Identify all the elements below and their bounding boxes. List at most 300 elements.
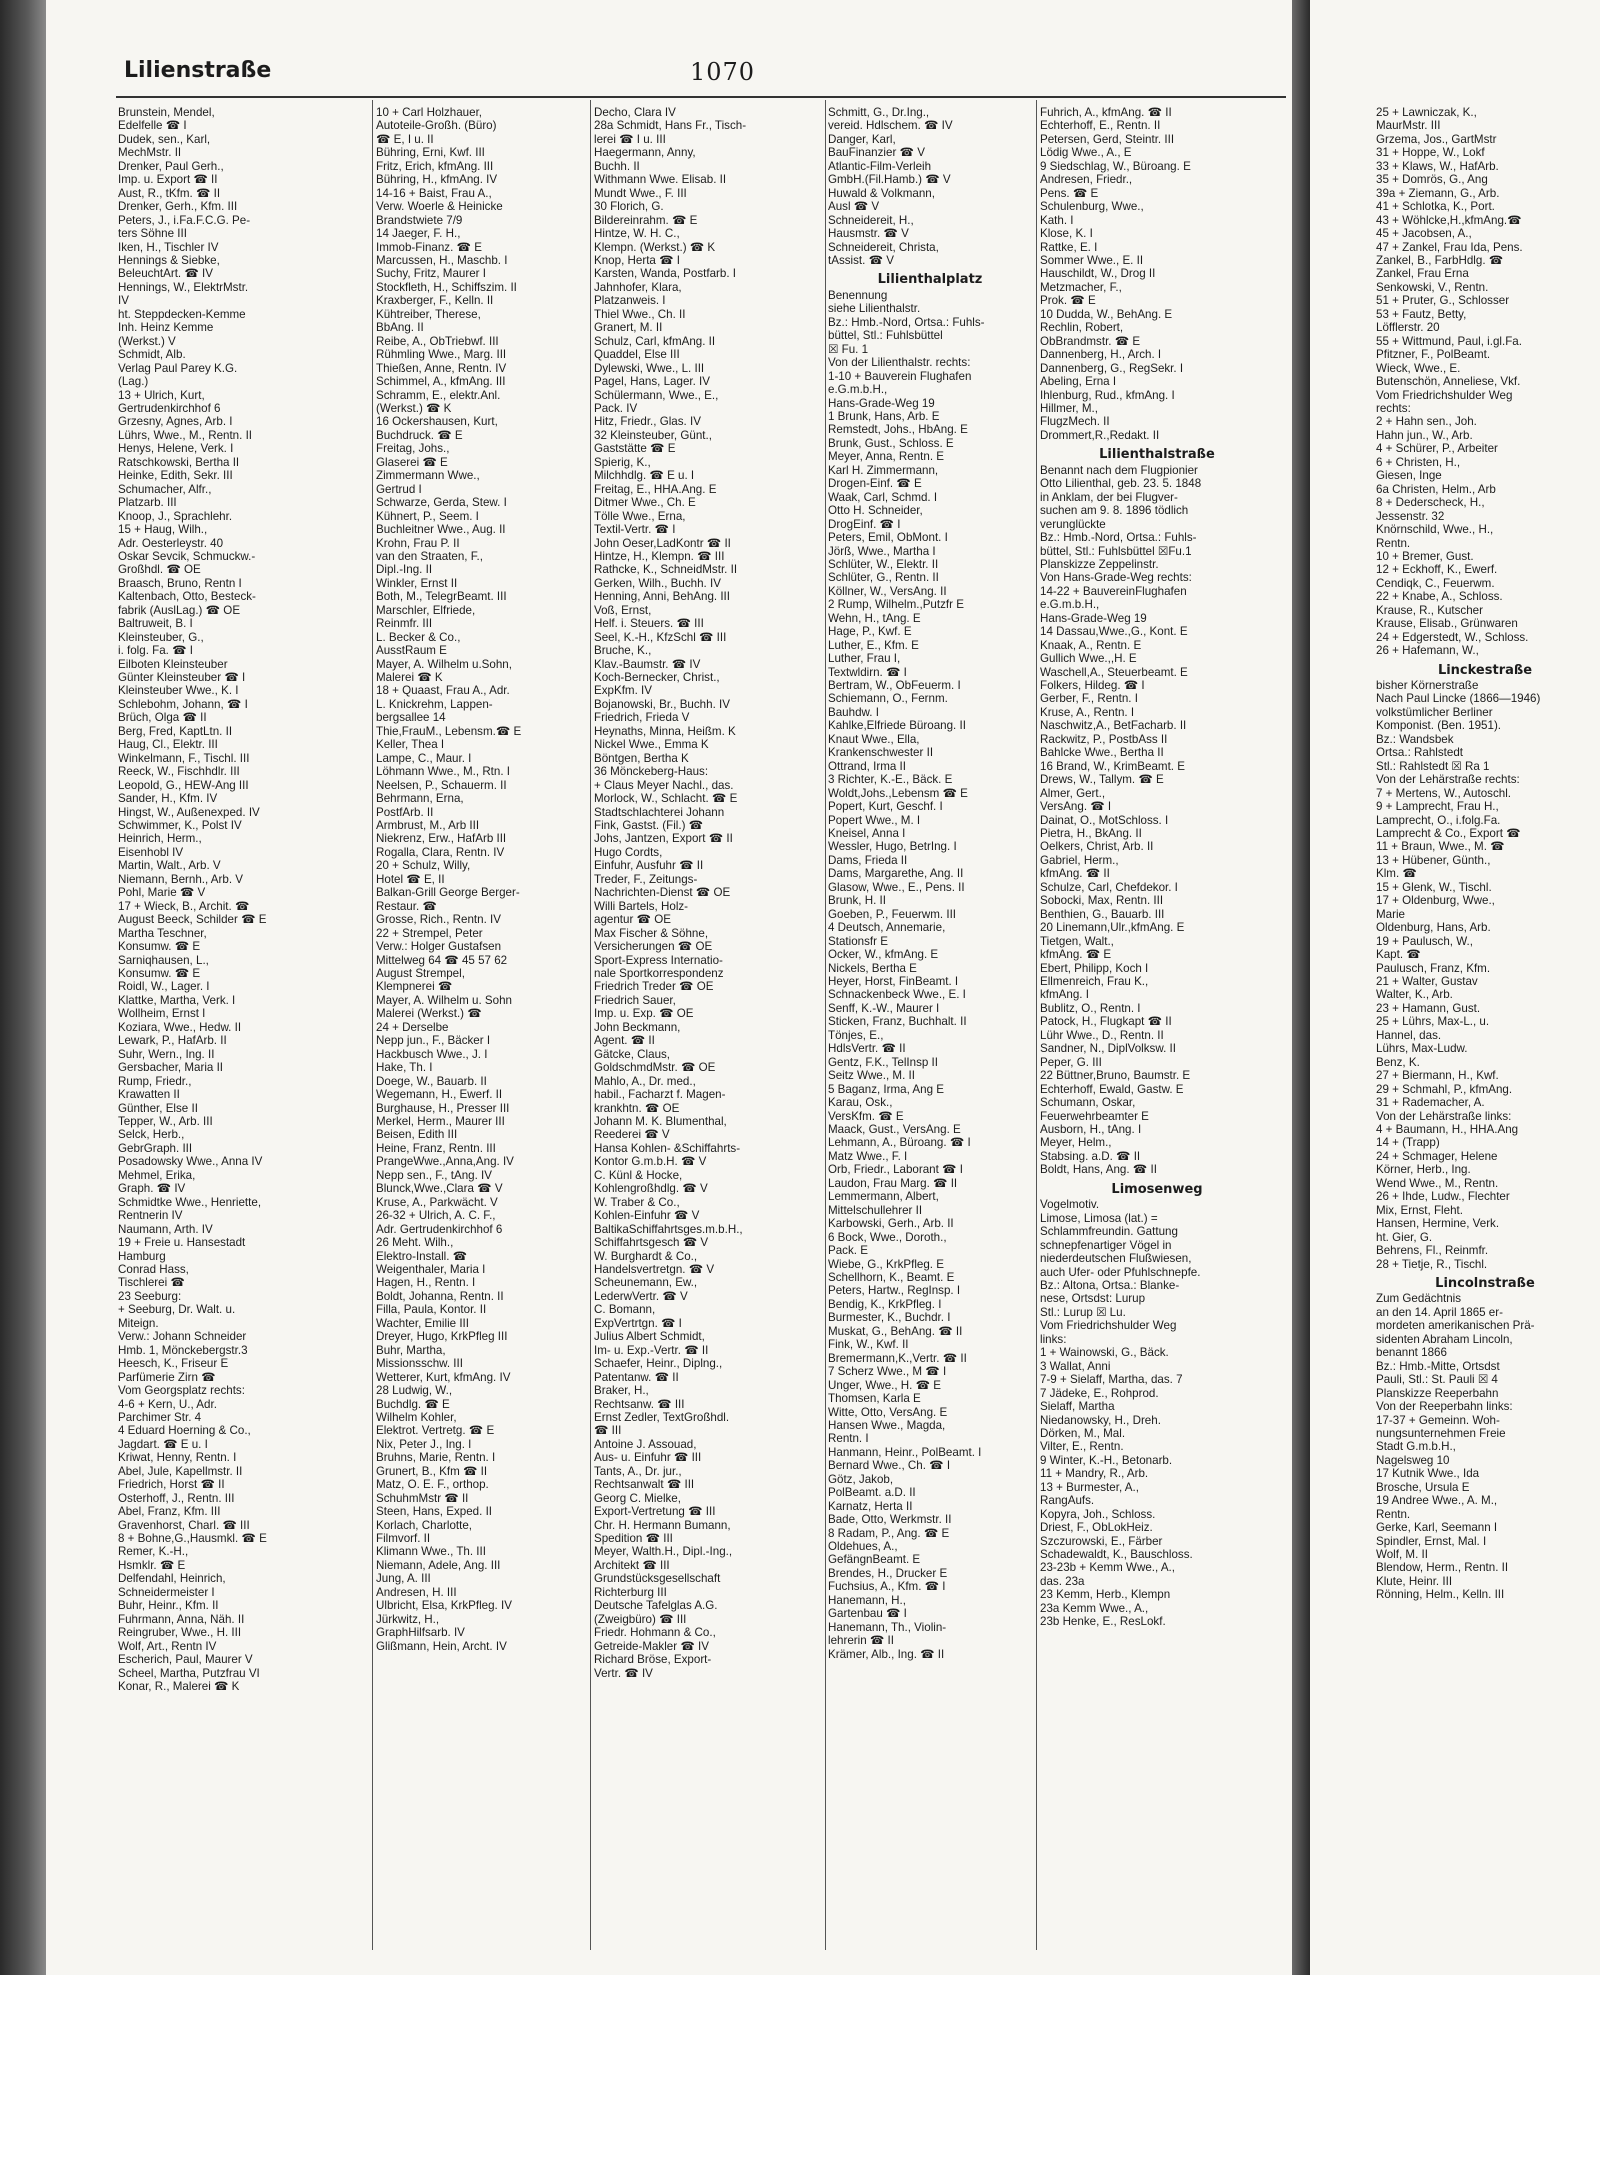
directory-entry-line: Spedition ☎ III [594,1532,673,1546]
directory-entry-line: 9 Winter, K.-H., Betonarb. [1040,1453,1173,1467]
directory-entry-line: Jürkwitz, H., [376,1612,440,1626]
directory-entry-line: Marcussen, H., Maschb. I [376,253,508,267]
column-rule [372,100,373,1950]
directory-entry-line: August Strempel, [376,967,465,980]
directory-entry-line: Zum Gedächtnis [1376,1292,1462,1306]
directory-entry-line: Bendig, K., KrkPfleg. I [828,1297,942,1311]
directory-entry-line: Scheunemann, Ew., [594,1276,698,1290]
directory-entry-line: Friedrich Sauer, [594,993,676,1007]
scan-gutter [1292,0,1310,1975]
directory-entry-line: Bühring, Erni, Kwf. III [376,146,485,160]
directory-entry-line: Tants, A., Dr. jur., [594,1464,682,1478]
directory-entry-line: Haegermann, Anny, [594,146,696,160]
directory-entry-line: Gerke, Karl, Seemann I [1376,1521,1498,1535]
directory-entry-line: ☎ E, I u. II [376,132,434,146]
directory-entry-line: Schramm, E., elektr.Anl. [376,388,501,402]
directory-entry-line: Konsumw. ☎ E [118,967,201,980]
directory-entry-line: Niemann, Bernh., Arb. V [118,872,244,886]
directory-entry-line: Luther, E., Kfm. E [828,638,919,652]
directory-entry-line: Imp. u. Exp. ☎ OE [594,1007,694,1021]
directory-entry-line: Vilter, E., Rentn. [1040,1440,1124,1454]
directory-entry-line: Sielaff, Martha [1040,1400,1115,1414]
directory-entry-line: Freitag, Johs., [376,442,450,456]
directory-entry-line: 25 + Lawniczak, K., [1376,106,1477,119]
directory-column-2 [376,106,588,1956]
directory-entry-line: 18 + Quaast, Frau A., Adr. [376,684,510,698]
directory-entry-line: Schimmel, A., kfmAng. III [376,375,506,389]
directory-entry-line: Mittelschullehrer II [828,1203,923,1217]
directory-entry-line: Lühr Wwe., D., Rentn. II [1040,1028,1164,1042]
directory-entry-line: Karnatz, Herta II [828,1499,913,1513]
directory-entry-line: Knoop, J., Sprachlehr. [118,509,233,523]
directory-entry-line: Götz, Jakob, [828,1472,894,1486]
directory-entry-line: 4 + Baumann, H., HHA.Ang [1376,1122,1519,1136]
directory-entry-line: RangAufs. [1040,1494,1095,1508]
directory-entry-line: Bz.: Hmb.-Nord, Ortsa.: Fuhls- [828,315,985,329]
directory-entry-line: Delfendahl, Heinrich, [118,1572,226,1586]
directory-entry-line: Textwldirn. ☎ I [828,665,907,679]
directory-entry-line: 9 + Lamprecht, Frau H., [1376,800,1499,814]
directory-entry-line: Friedrich Treder ☎ OE [594,980,714,994]
directory-entry-line: Wilhelm Kohler, [376,1410,457,1424]
directory-entry-line: Stabsing. a.D. ☎ II [1040,1149,1141,1163]
directory-entry-line: Neelsen, P., Schauerm. II [376,778,507,792]
directory-entry-line: Hennings, W., ElektrMstr. [118,280,249,294]
directory-entry-line: 13 + Ulrich, Kurt, [118,388,205,402]
directory-entry-line: Getreide-Makler ☎ IV [594,1639,709,1653]
directory-entry-line: Platzanweis. I [594,294,666,308]
directory-entry-line: Baltruweit, B. I [118,617,193,631]
directory-entry-line: L. Becker & Co., [376,630,461,644]
directory-entry-line: Hage, P., Kwf. E [828,625,912,639]
directory-entry-line: Nagelsweg 10 [1376,1453,1450,1467]
directory-entry-line: Matz Wwe., F. I [828,1149,908,1163]
directory-entry-line: Brendes, H., Drucker E [828,1566,948,1580]
directory-entry-line: Gabriel, Herm., [1040,853,1119,867]
directory-entry-line: Koziara, Wwe., Hedw. II [118,1020,242,1034]
directory-entry-line: Krämer, Alb., Ing. ☎ II [828,1647,945,1661]
directory-entry-line: Rentnerin IV [118,1209,183,1223]
directory-entry-line: Kleinsteuber Wwe., K. I [118,684,239,698]
directory-entry-line: 7-9 + Sielaff, Martha, das. 7 [1040,1373,1183,1387]
directory-entry-line: Naumann, Arth. IV [118,1222,213,1236]
directory-entry-line: Niekrenz, Erw., HafArb III [376,832,507,846]
directory-entry-line: Klimann Wwe., Th. III [376,1545,486,1559]
directory-entry-line: Buchdlg. ☎ E [376,1397,450,1411]
directory-entry-line: 10 Dudda, W., BehAng. E [1040,307,1173,321]
directory-entry-line: SchuhmMstr ☎ II [376,1491,469,1505]
directory-entry-line: Meyer, Helm., [1040,1136,1112,1150]
directory-entry-line: 26 Meht. Wilh., [376,1236,454,1250]
directory-entry-line: 43 + Wöhlcke,H.,kfmAng.☎ [1376,213,1522,227]
directory-entry-line: Spindler, Ernst, Mal. I [1376,1534,1487,1548]
directory-entry-line: Kraxberger, F., Kelln. II [376,294,494,308]
directory-entry-line: Wolf, M. II [1376,1548,1428,1562]
directory-entry-line: Krankenschwester II [828,746,934,760]
directory-entry-line: 19 + Paulusch, W., [1376,934,1473,948]
directory-entry-line: Imp. u. Export ☎ II [118,173,218,187]
directory-entry-line: Quaddel, Else III [594,348,680,362]
directory-entry-line: Hagen, H., Rentn. I [376,1276,476,1290]
directory-entry-line: 31 + Hoppe, W., Lokf [1376,146,1485,160]
directory-entry-line: Adr. Gertrudenkirchhof 6 [376,1222,503,1236]
directory-entry-line: Textil-Vertr. ☎ I [594,523,676,537]
directory-entry-line: Limose, Limosa (lat.) = [1040,1211,1158,1225]
directory-entry-line: Bz.: Hmb.-Mitte, Ortsdst [1376,1359,1500,1373]
directory-entry-line: Hsmklr. ☎ E [118,1558,186,1572]
directory-entry-line: FlugzMech. II [1040,415,1110,429]
directory-entry-line: Verw.: Johann Schneider [118,1330,247,1344]
directory-entry-line: Vogelmotiv. [1040,1198,1100,1212]
directory-entry-line: Dudek, sen., Karl, [118,132,211,146]
directory-entry-line: verunglückte [1040,517,1106,531]
directory-entry-line: Vom Friedrichshulder Weg [1376,388,1513,402]
directory-entry-line: 23 Seeburg: [118,1289,182,1303]
directory-entry-line: Karau, Osk., [828,1096,893,1110]
directory-entry-line: Oskar Sevcik, Schmuckw.- [118,549,256,563]
directory-entry-line: Paulusch, Franz, Kfm. [1376,961,1491,975]
directory-entry-line: Remstedt, Johs., HbAng. E [828,423,968,437]
directory-entry-line: Cendiqk, C., Feuerwm. [1376,576,1495,590]
directory-entry-line: das. 23a [1040,1574,1085,1588]
directory-entry-line: 26 + Hafemann, W., [1376,644,1479,658]
directory-entry-line: Grzesny, Agnes, Arb. I [118,415,233,429]
directory-entry-line: rechts: [1376,401,1411,415]
directory-entry-line: 8 + Dederscheck, H., [1376,496,1485,510]
directory-entry-line: Bahlcke Wwe., Bertha II [1040,746,1164,760]
directory-entry-line: Jessenstr. 32 [1376,509,1445,523]
directory-entry-line: ☎ III [594,1424,622,1438]
directory-entry-line: Schmitt, G., Dr.Ing., [828,106,930,119]
directory-entry-line: suchen am 9. 8. 1896 tödlich [1040,504,1189,518]
directory-entry-line: büttel, Stl.: Fuhlsbüttel ☒Fu.1 [1040,544,1192,558]
directory-entry-line: 30 Florich, G. [594,200,664,214]
directory-entry-line: i. folg. Fa. ☎ I [118,644,194,658]
directory-entry-line: 7 Jädeke, E., Rohprod. [1040,1386,1159,1400]
directory-entry-line: Parchimer Str. 4 [118,1410,202,1424]
directory-entry-line: 5 Baganz, Irma, Ang E [828,1082,945,1096]
directory-entry-line: Johann M. K. Blumenthal, [594,1114,727,1128]
directory-entry-line: Grunert, B., Kfm ☎ II [376,1464,488,1478]
directory-entry-line: Verw. Woerle & Heinicke [376,200,503,214]
directory-entry-line: August Beeck, Schilder ☎ E [118,913,267,927]
directory-entry-line: links: [1040,1332,1067,1346]
directory-entry-line: Benthien, G., Bauarb. III [1040,907,1165,921]
directory-entry-line: Schumacher, Alfr., [118,482,212,496]
directory-entry-line: 25 + Lührs, Max-L., u. [1376,1015,1490,1029]
directory-entry-line: e.G.m.b.H., [828,383,888,397]
directory-entry-line: Rattke, E. I [1040,240,1098,254]
directory-entry-line: Wachter, Emilie III [376,1316,469,1330]
directory-entry-line: Kneisel, Anna I [828,827,906,841]
directory-entry-line: Kapt. ☎ [1376,948,1421,962]
directory-entry-line: Luther, Frau I, [828,652,901,666]
directory-column-6 [1376,106,1594,1956]
directory-entry-line: Reingruber, Wwe., H. III [118,1626,242,1640]
directory-entry-line: Atlantic-Film-Verleih [828,159,932,173]
directory-entry-line: Stl.: Lurup ☒ Lu. [1040,1305,1126,1319]
header-rule [116,96,1286,98]
directory-entry-line: Kohlen-Einfuhr ☎ V [594,1209,700,1223]
directory-entry-line: Elektro-Install. ☎ [376,1249,468,1263]
directory-entry-line: Großhdl. ☎ OE [118,563,201,577]
directory-entry-line: Hahn jun., W., Arb. [1376,428,1473,442]
directory-entry-line: 23-23b + Kemm Wwe., A., [1040,1561,1175,1575]
directory-entry-line: Aus- u. Einfuhr ☎ III [594,1451,702,1465]
directory-entry-line: 1 + Wainowski, G., Bäck. [1040,1346,1169,1360]
directory-entry-line: Benannt nach dem Flugpionier [1040,463,1198,477]
directory-entry-line: Huwald & Volkmann, [828,186,935,200]
column-rule [825,100,826,1950]
directory-entry-line: Schiffahrtsgesch ☎ V [594,1236,709,1250]
directory-entry-line: Patock, H., Flugkapt ☎ II [1040,1015,1172,1029]
directory-entry-line: Schmidt, Alb. [118,348,186,362]
directory-entry-line: krankhtn. ☎ OE [594,1101,680,1115]
directory-entry-line: Woldt,Johs.,Lebensm ☎ E [828,786,968,800]
scan-edge-left [0,0,46,1975]
directory-entry-line: Klav.-Baumstr. ☎ IV [594,657,701,671]
directory-entry-line: Drogen-Einf. ☎ E [828,477,922,491]
directory-entry-line: Buchleitner Wwe., Aug. II [376,523,506,537]
directory-entry-line: Miteign. [118,1316,159,1330]
directory-entry-line: Patentanw. ☎ II [594,1370,679,1384]
directory-entry-line: lerei ☎ I u. III [594,132,666,146]
directory-entry-line: Tischlerei ☎ [118,1276,185,1290]
directory-entry-line: MaurMstr. III [1376,119,1441,133]
directory-entry-line: PolBeamt. a.D. II [828,1486,916,1500]
directory-entry-line: 19 + Freie u. Hansestadt [118,1236,246,1250]
directory-entry-line: Bz.: Wandsbek [1376,732,1454,746]
directory-entry-line: HdlsVertr. ☎ II [828,1042,906,1056]
directory-entry-line: Grundstücksgesellschaft [594,1572,721,1586]
directory-entry-line: 10 + Bremer, Gust. [1376,549,1474,563]
directory-entry-line: Sarniqhausen, L., [118,953,209,967]
directory-entry-line: Fritz, Erich, kfmAng. III [376,159,494,173]
directory-entry-line: 14-16 + Baist, Frau A., [376,186,492,200]
directory-entry-line: Korlach, Charlotte, [376,1518,473,1532]
directory-entry-line: Fink, Gastst. (Fil.) ☎ [594,819,704,833]
directory-entry-line: tAssist. ☎ V [828,253,894,267]
directory-entry-line: ht. Steppdecken-Kemme [118,307,246,321]
directory-entry-line: Winkler, Ernst II [376,576,458,590]
directory-entry-line: Giesen, Inge [1376,469,1442,483]
directory-entry-line: Hugo Cordts, [594,845,663,859]
directory-entry-line: Konsumw. ☎ E [118,940,201,954]
directory-entry-line: Schlüter, W., Elektr. II [828,557,939,571]
directory-entry-line: Lamprecht & Co., Export ☎ [1376,827,1521,841]
directory-entry-line: Rentn. [1376,1507,1411,1521]
directory-entry-line: Dylewski, Wwe., L. III [594,361,705,375]
directory-entry-line: Johs, Jantzen, Export ☎ II [594,832,733,846]
directory-entry-line: lehrerin ☎ II [828,1634,894,1648]
directory-entry-line: Behrens, Fl., Reinmfr. [1376,1244,1489,1258]
directory-entry-line: 33 + Klaws, W., HafArb. [1376,159,1499,173]
directory-entry-line: Popert, Kurt, Geschf. I [828,800,943,814]
directory-entry-line: Verw.: Holger Gustafsen [376,940,502,954]
directory-entry-line: Kohlengroßhdlg. ☎ V [594,1182,708,1196]
directory-entry-line: Petersen, Gerd, Steintr. III [1040,132,1175,146]
directory-entry-line: Chr. H. Hermann Bumann, [594,1518,731,1532]
directory-entry-line: 23 Kemm, Herb., Klempn [1040,1588,1171,1602]
directory-entry-line: Gentz, F.K., TelInsp II [828,1055,938,1069]
directory-entry-line: GebrGraph. III [118,1141,193,1155]
directory-entry-line: Mix, Ernst, Fleht. [1376,1203,1463,1217]
directory-entry-line: Maack, Gust., VersAng. E [828,1122,961,1136]
directory-entry-line: Pack. E [828,1244,868,1258]
directory-entry-line: DrogEinf. ☎ I [828,517,901,531]
directory-entry-line: 14 + (Trapp) [1376,1136,1440,1150]
directory-entry-line: Hanemann, Th., Violin- [828,1620,947,1634]
directory-entry-line: Richard Bröse, Export- [594,1653,712,1667]
directory-entry-line: 29 + Schmahl, P., kfmAng. [1376,1082,1513,1096]
directory-entry-line: Stadtschlachterei Johann [594,805,725,819]
directory-entry-line: Lührs, Wwe., M., Rentn. II [118,428,253,442]
directory-entry-line: Walter, K., Arb. [1376,988,1453,1002]
directory-entry-line: Heynaths, Minna, Heißm. K [594,724,736,738]
directory-entry-line: Brunstein, Mendel, [118,106,215,119]
directory-entry-line: Gerken, Wilh., Buchh. IV [594,576,721,590]
directory-entry-line: 36 Mönckeberg-Haus: [594,765,709,779]
directory-entry-line: Boldt, Hans, Ang. ☎ II [1040,1163,1157,1177]
directory-entry-line: (Lag.) [118,375,149,389]
directory-entry-line: Gravenhorst, Charl. ☎ III [118,1518,250,1532]
directory-entry-line: niederdeutschen Flußwiesen, [1040,1252,1192,1266]
page-number: 1070 [690,58,756,86]
directory-entry-line: Henys, Helene, Verk. I [118,442,234,456]
directory-entry-line: Bz.: Hmb.-Nord, Ortsa.: Fuhls- [1040,531,1197,545]
directory-entry-line: Schaefer, Heinr., Diplng., [594,1357,723,1371]
directory-entry-line: Voß, Ernst, [594,603,652,617]
directory-entry-line: Schellhorn, K., Beamt. E [828,1270,955,1284]
directory-entry-line: Rechtsanw. ☎ III [594,1397,685,1411]
directory-entry-line: Schadewaldt, K., Bauschloss. [1040,1548,1193,1562]
directory-entry-line: 20 Linemann,Ulr.,kfmAng. E [1040,921,1185,935]
directory-entry-line: Folkers, Hildeg. ☎ I [1040,679,1145,693]
directory-entry-line: Agent. ☎ II [594,1034,655,1048]
directory-entry-line: Aust, R., tKfm. ☎ II [118,186,221,200]
directory-entry-line: AusstRaum E [376,644,447,658]
directory-entry-line: Armbrust, M., Arb III [376,819,480,833]
directory-entry-line: Edelfelle ☎ I [118,119,187,133]
directory-entry-line: kfmAng. ☎ II [1040,867,1110,881]
directory-entry-line: Brandstwiete 7/9 [376,213,463,227]
directory-entry-line: Reinmfr. III [376,617,433,631]
directory-entry-line: Thie,FrauM., Lebensm.☎ E [376,724,522,738]
directory-entry-line: Gartenbau ☎ I [828,1607,907,1621]
directory-entry-line: Fuchsius, A., Kfm. ☎ I [828,1580,946,1594]
directory-entry-line: Lewark, P., HafArb. II [118,1034,227,1048]
directory-entry-line: Bauhdw. I [828,705,879,719]
directory-entry-line: 6 + Christen, H., [1376,455,1461,469]
directory-entry-line: Echterhoff, Ewald, Gastw. E [1040,1082,1184,1096]
directory-entry-line: 31 + Rademacher, A. [1376,1096,1485,1110]
directory-entry-line: Schulze, Carl, Chefdekor. I [1040,880,1178,894]
directory-entry-line: ExpVertrtgn. ☎ I [594,1316,682,1330]
directory-entry-line: Klm. ☎ [1376,867,1417,881]
street-heading: Lilienthalstraße [1099,448,1215,462]
directory-entry-line: Klute, Heinr. III [1376,1574,1453,1588]
directory-entry-line: 6a Christen, Helm., Arb [1376,482,1496,496]
directory-entry-line: 20 + Schulz, Willy, [376,859,471,873]
directory-entry-line: Krohn, Frau P. II [376,536,460,550]
directory-entry-line: Nach Paul Lincke (1866—1946) [1376,692,1541,706]
directory-entry-line: Szczurowski, E., Färber [1040,1534,1163,1548]
directory-entry-line: ters Söhne III [118,227,187,241]
directory-entry-line: Schneidereit, H., [828,213,914,227]
directory-entry-line: Wollheim, Ernst I [118,1007,206,1021]
directory-entry-line: Mahlo, A., Dr. med., [594,1074,696,1088]
directory-entry-line: Eisenhobl IV [118,845,184,859]
directory-entry-line: schnepfenartiger Vögel in [1040,1238,1172,1252]
directory-entry-line: Zankel, Frau Erna [1376,267,1469,281]
directory-entry-line: Hansen, Hermine, Verk. [1376,1217,1500,1231]
directory-entry-line: Laudon, Frau Marg. ☎ II [828,1176,958,1190]
directory-entry-line: Planskizze Reeperbahn [1376,1386,1499,1400]
directory-entry-line: Klattke, Martha, Verk. I [118,993,236,1007]
directory-entry-line: Ditmer Wwe., Ch. E [594,496,696,510]
directory-entry-line: Morlock, W., Schlacht. ☎ E [594,792,738,806]
directory-entry-line: GraphHilfsarb. IV [376,1626,465,1640]
directory-entry-line: Thiel Wwe., Ch. II [594,307,686,321]
street-heading: Lilienthalplatz [877,273,983,287]
directory-entry-line: Senff, K.-W., Maurer I [828,1001,940,1015]
directory-entry-line: Dannenberg, H., Arch. I [1040,348,1162,362]
directory-entry-line: van den Straaten, F., [376,549,483,563]
directory-entry-line: Hingst, W., Außenexped. IV [118,805,260,819]
directory-entry-line: Friedr. Hohmann & Co., [594,1626,716,1640]
directory-entry-line: Gersbacher, Maria II [118,1061,224,1075]
column-rule [1036,100,1037,1950]
directory-entry-line: 7 Scherz Wwe., M ☎ I [828,1365,947,1379]
directory-entry-line: Gaststätte ☎ E [594,442,676,456]
directory-entry-line: Gätcke, Claus, [594,1047,671,1061]
directory-entry-line: Freitag, E., HHA.Ang. E [594,482,717,496]
directory-entry-line: 10 + Carl Holzhauer, [376,106,483,119]
directory-entry-line: Peters, Hartw., RegInsp. I [828,1284,961,1298]
directory-entry-line: Heesch, K., Friseur E [118,1357,229,1371]
directory-entry-line: Rump, Friedr., [118,1074,192,1088]
directory-entry-line: Benennung [828,288,888,302]
directory-entry-line: Rühmling Wwe., Marg. III [376,348,507,362]
directory-entry-line: Von der Lehärstraße rechts: [1376,773,1520,787]
directory-entry-line: Balkan-Grill George Berger- [376,886,520,900]
directory-entry-line: Nachrichten-Dienst ☎ OE [594,886,731,900]
directory-entry-line: 32 Kleinsteuber, Günt., [594,428,712,442]
directory-entry-line: Komponist. (Ben. 1951). [1376,719,1502,733]
directory-entry-line: 55 + Wittmund, Paul, i.gl.Fa. [1376,334,1522,348]
directory-entry-line: Abel, Franz, Kfm. III [118,1505,221,1519]
directory-entry-line: Von der Reeperbahn links: [1376,1400,1513,1414]
directory-entry-line: Architekt ☎ III [594,1558,670,1572]
directory-entry-line: Lampe, C., Maur. I [376,751,472,765]
directory-entry-line: Missionsschw. III [376,1357,463,1371]
directory-entry-line: IV [118,294,129,308]
directory-entry-line: Günther, Else II [118,1101,198,1115]
directory-entry-line: Buhr, Heinr., Kfm. II [118,1599,219,1613]
directory-entry-line: Peters, J., i.Fa.F.C.G. Pe- [118,213,251,227]
directory-entry-line: Weigenthaler, Maria I [376,1262,486,1276]
directory-entry-line: Hintze, H., Klempn. ☎ III [594,549,725,563]
directory-entry-line: Tietgen, Walt., [1040,934,1114,948]
directory-entry-line: 2 Rump, Wilhelm.,Putzfr E [828,598,964,612]
directory-entry-line: Von der Lilienthalstr. rechts: [828,356,971,370]
directory-entry-line: bisher Körnerstraße [1376,679,1479,693]
directory-entry-line: Jung, A. III [376,1572,431,1586]
directory-entry-line: Burmester, K., Buchdr. I [828,1311,951,1325]
directory-entry-line: Glaserei ☎ E [376,455,448,469]
directory-entry-line: 22 + Knabe, A., Schloss. [1376,590,1503,604]
directory-entry-line: Behrmann, Erna, [376,792,464,806]
